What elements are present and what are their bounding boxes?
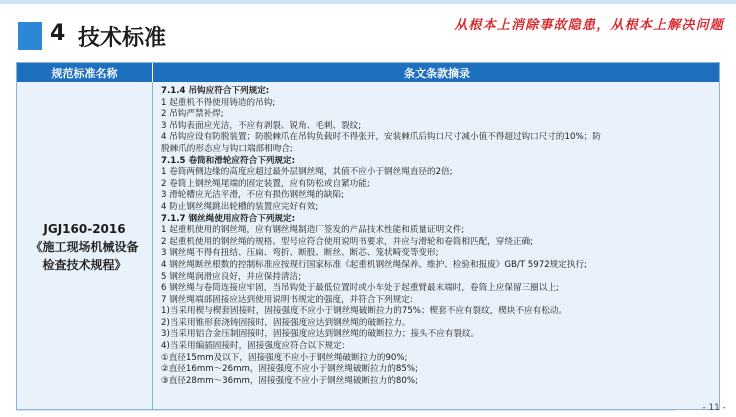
clause-line: 4 防止钢丝绳跳出轮槽的装置应完好有效; [161,201,319,212]
clause-line: ③直径28mm～36mm，固接强度不应小于钢丝绳破断拉力的80%; [161,375,418,386]
clause-line: 3 滑轮槽应光洁平滑，不应有损伤钢丝绳的缺陷; [161,190,344,201]
col-header-standard: 规范标准名称 [17,63,153,82]
clause-line: 脱棘爪的形态应与钩口端部相吻合; [161,143,293,154]
clause-line: 2)当采用锥形套浇铸固接时，固接强度应达到钢丝绳的破断拉力。 [161,317,411,328]
slogan: 从根本上消除事故隐患，从根本上解决问题 [454,18,724,33]
clause-line: 3 吊钩表面应光洁，不应有剥裂、锐角、毛刺、裂纹; [161,120,362,131]
clause-line: 3)当采用铝合金压制固接时，固接强度应达到钢丝绳的破断拉力；接头不应有裂纹。 [161,329,480,340]
clause-line: 2 吊钩严禁补焊; [161,109,224,120]
clause-line: 1 起重机使用的钢丝绳，应有钢丝绳制造厂签发的产品技术性能和质量证明文件; [161,225,465,236]
title-marker [18,22,42,50]
clause-line: 4 吊钩应设有防脱装置；防脱棘爪在吊钩负载时不得张开，安装棘爪后钩口尺寸减小值不得超过钩口尺寸的10%；防 [161,132,601,143]
col-header-excerpt: 条文条款摘录 [404,66,470,80]
bottom-divider [16,410,676,411]
clause-line: 1 卷筒两侧边缘的高度应超过最外层钢丝绳，其值不应小于钢丝绳直径的2倍; [161,167,453,178]
clause-line: 1)当采用楔与楔套固接时，固接强度不应小于钢丝绳破断拉力的75%；楔套不应有裂纹，楔块不应有松动。 [161,306,568,317]
top-accent-bar [0,0,736,4]
clause-line: 4)当采用编插固接时，固接强度应符合以下规定: [161,341,345,352]
clause-line: 2 卷筒上钢丝绳尾端的固定装置，应有防松或自紧功能; [161,178,370,189]
clause-line: 1 起重机不得使用铸造的吊钩; [161,97,276,108]
standard-name-line-2: 检查技术规程》 [42,257,127,272]
clause-heading: 7.1.7 钢丝绳使用应符合下列规定: [161,213,296,224]
section-number: 4 [50,21,66,46]
table-row [17,82,720,410]
clause-heading: 7.1.5 卷筒和滑轮应符合下列规定: [161,155,296,166]
clause-line: 2 起重机使用的钢丝绳的规格、型号应符合使用说明书要求，并应与滑轮和卷筒相匹配，穿绕正确; [161,236,534,247]
standard-name-line-1: 《施工现场机械设备 [30,239,139,254]
table-header [17,63,720,82]
excerpt-cell [153,82,720,410]
clause-heading: 7.1.4 吊钩应符合下列规定: [161,86,270,96]
clause-line: 4 钢丝绳断丝根数的控制标准应按现行国家标准《起重机钢丝绳保养、维护、检验和报废》GB/T 5972规定执行; [161,259,587,270]
page-title: 技术标准 [78,26,167,51]
clause-line: ②直径16mm～26mm，固接强度不应小于钢丝绳破断拉力的85%; [161,364,418,375]
standard-cell [17,82,153,410]
standards-table [16,62,720,410]
clause-line: ①直径15mm及以下，固接强度不应小于钢丝绳破断拉力的90%; [161,352,408,363]
standard-code: JGJ160-2016 [43,221,126,236]
clause-line: 6 钢丝绳与卷筒连接应牢固，当吊钩处于最低位置时或小车处于起重臂最末端时，卷筒上应保留三圈以上; [161,283,559,294]
clause-line: 7 钢丝绳端部固接应达到使用说明书规定的强度，并符合下列规定: [161,294,413,305]
page-number: - 11 - [702,403,726,413]
clause-line: 5 钢丝绳润滑应良好，并应保持清洁; [161,271,302,282]
clause-line: 3 钢丝绳不得有扭结、压扁、弯折、断股、断丝、断芯、笼状畸变等变形; [161,248,439,259]
